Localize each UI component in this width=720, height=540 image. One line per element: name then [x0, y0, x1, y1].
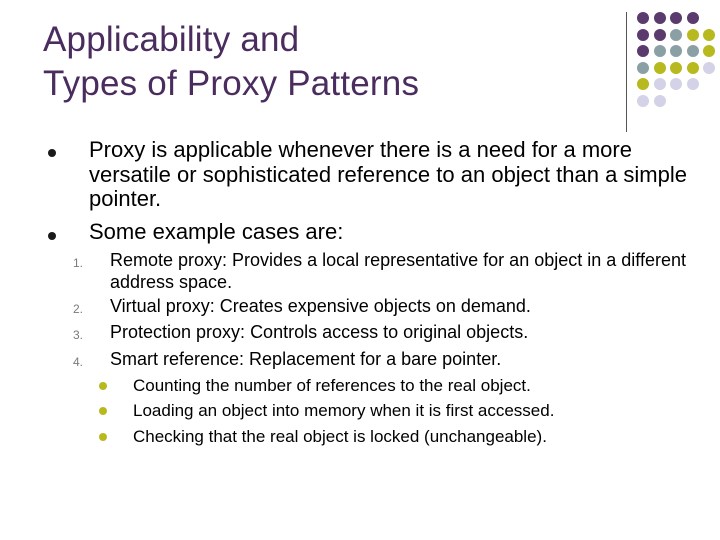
title-line-1: Applicability and [43, 20, 300, 59]
decorative-dot [654, 29, 666, 41]
decorative-dot [637, 12, 649, 24]
decorative-dot [670, 45, 682, 57]
decorative-dot [670, 78, 682, 90]
decorative-dot [637, 45, 649, 57]
list-item-smart-reference: Smart reference: Replacement for a bare pointer. [110, 349, 502, 369]
bullet-applicability: Proxy is applicable whenever there is a need for a more versatile or sophisticated reference to an object than a simple pointer. [89, 137, 687, 211]
title-line-2: Types of Proxy Patterns [43, 64, 420, 103]
sub-item-counting: Counting the number of references to the real object. [133, 376, 531, 395]
decorative-dot [654, 45, 666, 57]
decorative-dot [687, 29, 699, 41]
bullet-dot-icon [48, 149, 56, 157]
vertical-divider [626, 12, 627, 132]
decorative-dot [687, 62, 699, 74]
decorative-dot [703, 29, 715, 41]
decorative-dot [703, 45, 715, 57]
decorative-dot [703, 62, 715, 74]
list-item-virtual-proxy: Virtual proxy: Creates expensive objects on demand. [110, 296, 531, 316]
list-number: 3. [73, 328, 84, 342]
bullet-example-cases: Some example cases are: [89, 219, 344, 244]
decorative-dot [654, 12, 666, 24]
decorative-dot [637, 78, 649, 90]
decorative-dot [637, 95, 649, 107]
sub-item-checking: Checking that the real object is locked (unchangeable). [133, 427, 547, 446]
list-item-remote-proxy: Remote proxy: Provides a local representative for an object in a different address space. [110, 250, 686, 292]
sub-bullet-dot-icon [99, 407, 107, 415]
bullet-dot-icon [48, 232, 56, 240]
list-item-protection-proxy: Protection proxy: Controls access to original objects. [110, 322, 529, 342]
list-number: 4. [73, 355, 84, 369]
slide-title [43, 18, 603, 106]
sub-bullet-dot-icon [99, 382, 107, 390]
sub-item-loading: Loading an object into memory when it is first accessed. [133, 401, 555, 420]
decorative-dot [670, 12, 682, 24]
decorative-dot [670, 62, 682, 74]
decorative-dot [687, 12, 699, 24]
list-number: 2. [73, 302, 84, 316]
decorative-dot [654, 62, 666, 74]
sub-bullet-dot-icon [99, 433, 107, 441]
list-number: 1. [73, 256, 84, 270]
decorative-dot [687, 45, 699, 57]
decorative-dot [654, 78, 666, 90]
decorative-dot [654, 95, 666, 107]
decorative-dot [637, 62, 649, 74]
decorative-dot [687, 78, 699, 90]
decorative-dot [670, 29, 682, 41]
decorative-dot [637, 29, 649, 41]
